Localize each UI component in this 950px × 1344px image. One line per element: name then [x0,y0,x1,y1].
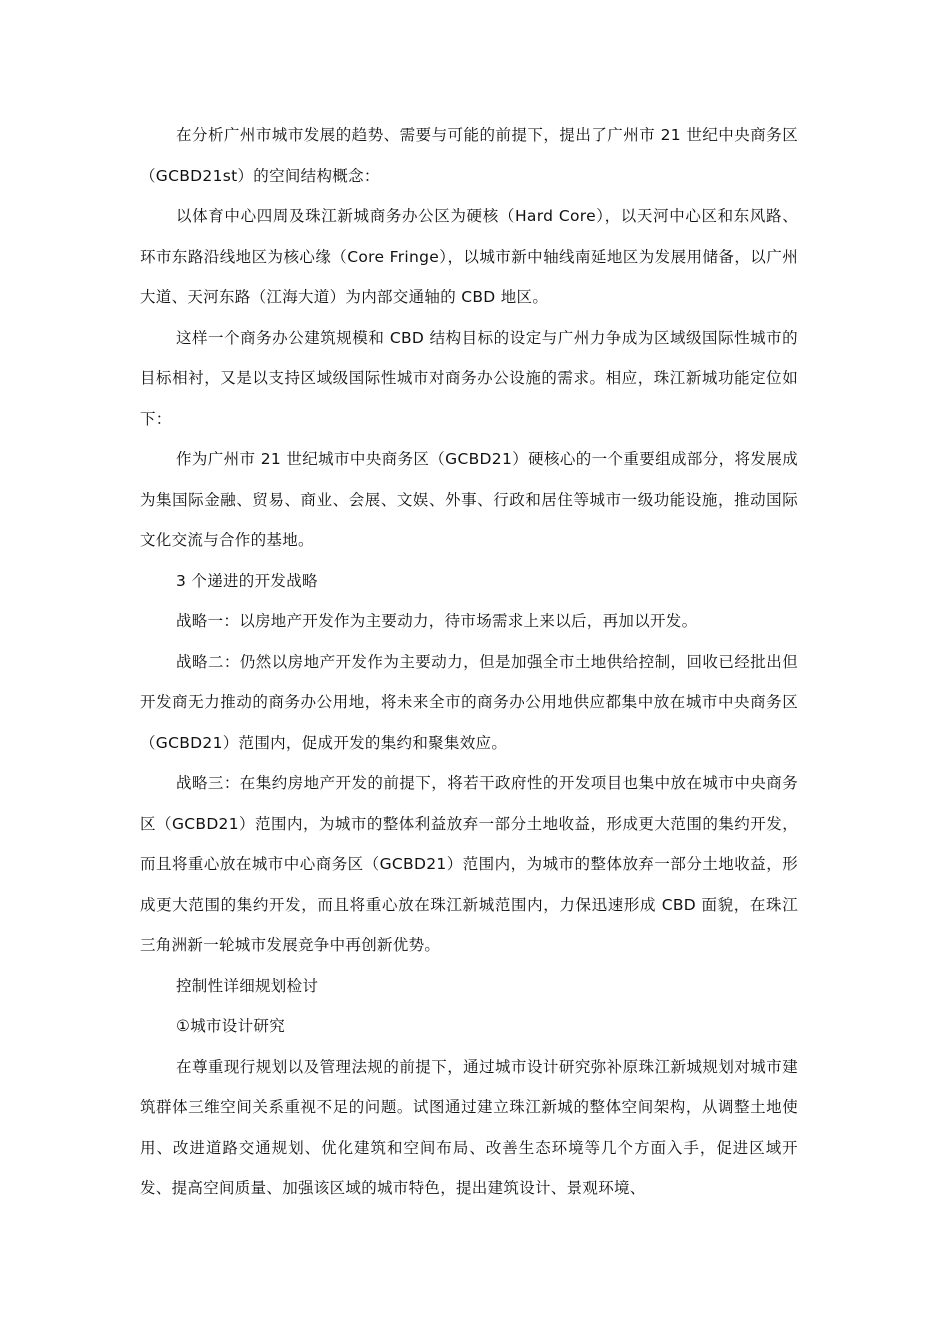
paragraph-strategy-three: 战略三：在集约房地产开发的前提下，将若干政府性的开发项目也集中放在城市中央商务区（GCBD21）范围内，为城市的整体利益放弃一部分土地收益，形成更大范围的集约开发，而且将重心放在城市中心商务区（GCBD21）范围内，为城市的整体放弃一部分土地收益，形成更大范围的集约开发，而且将重心放在珠江新城范围内，力保迅速形成 CBD 面貌，在珠江三角洲新一轮城市发展竞争中再创新优势。 [140,774,798,954]
paragraph-hard-core: 以体育中心四周及珠江新城商务办公区为硬核（Hard Core），以天河中心区和东风路、环市东路沿线地区为核心缘（Core Fringe），以城市新中轴线南延地区为发展用储备，以广州大道、天河东路（江海大道）为内部交通轴的 CBD 地区。 [140,207,798,306]
heading-urban-design-research: ①城市设计研究 [176,1017,285,1035]
paragraph-cbd-target: 这样一个商务办公建筑规模和 CBD 结构目标的设定与广州力争成为区域级国际性城市的目标相衬，又是以支持区域级国际性城市对商务办公设施的需求。相应，珠江新城功能定位如下： [140,328,798,428]
paragraph-gcbd-concept: 在分析广州市城市发展的趋势、需要与可能的前提下，提出了广州市 21 世纪中央商务区（GCBD21st）的空间结构概念： [140,126,798,185]
paragraph-function-positioning: 作为广州市 21 世纪城市中央商务区（GCBD21）硬核心的一个重要组成部分，将发展成为集国际金融、贸易、商业、会展、文娱、外事、行政和居住等城市一级功能设施，推动国际文化交流与合作的基地。 [140,450,798,549]
heading-development-strategies: 3 个递进的开发战略 [176,571,318,590]
paragraph-strategy-one: 战略一：以房地产开发作为主要动力，待市场需求上来以后，再加以开发。 [176,612,698,630]
paragraph-urban-design: 在尊重现行规划以及管理法规的前提下，通过城市设计研究弥补原珠江新城规划对城市建筑群体三维空间关系重视不足的问题。试图通过建立珠江新城的整体空间架构，从调整土地使用、改进道路交通规划、优化建筑和空间布局、改善生态环境等几个方面入手，促进区域开发、提高空间质量、加强该区域的城市特色，提出建筑设计、景观环境、 [140,1057,798,1197]
paragraph-strategy-two: 战略二：仍然以房地产开发作为主要动力，但是加强全市土地供给控制，回收已经批出但开发商无力推动的商务办公用地，将未来全市的商务办公用地供应都集中放在城市中央商务区（GCBD21）范围内，促成开发的集约和聚集效应。 [140,652,798,752]
heading-regulatory-plan-review: 控制性详细规划检讨 [176,976,319,995]
document-body [140,115,798,1209]
